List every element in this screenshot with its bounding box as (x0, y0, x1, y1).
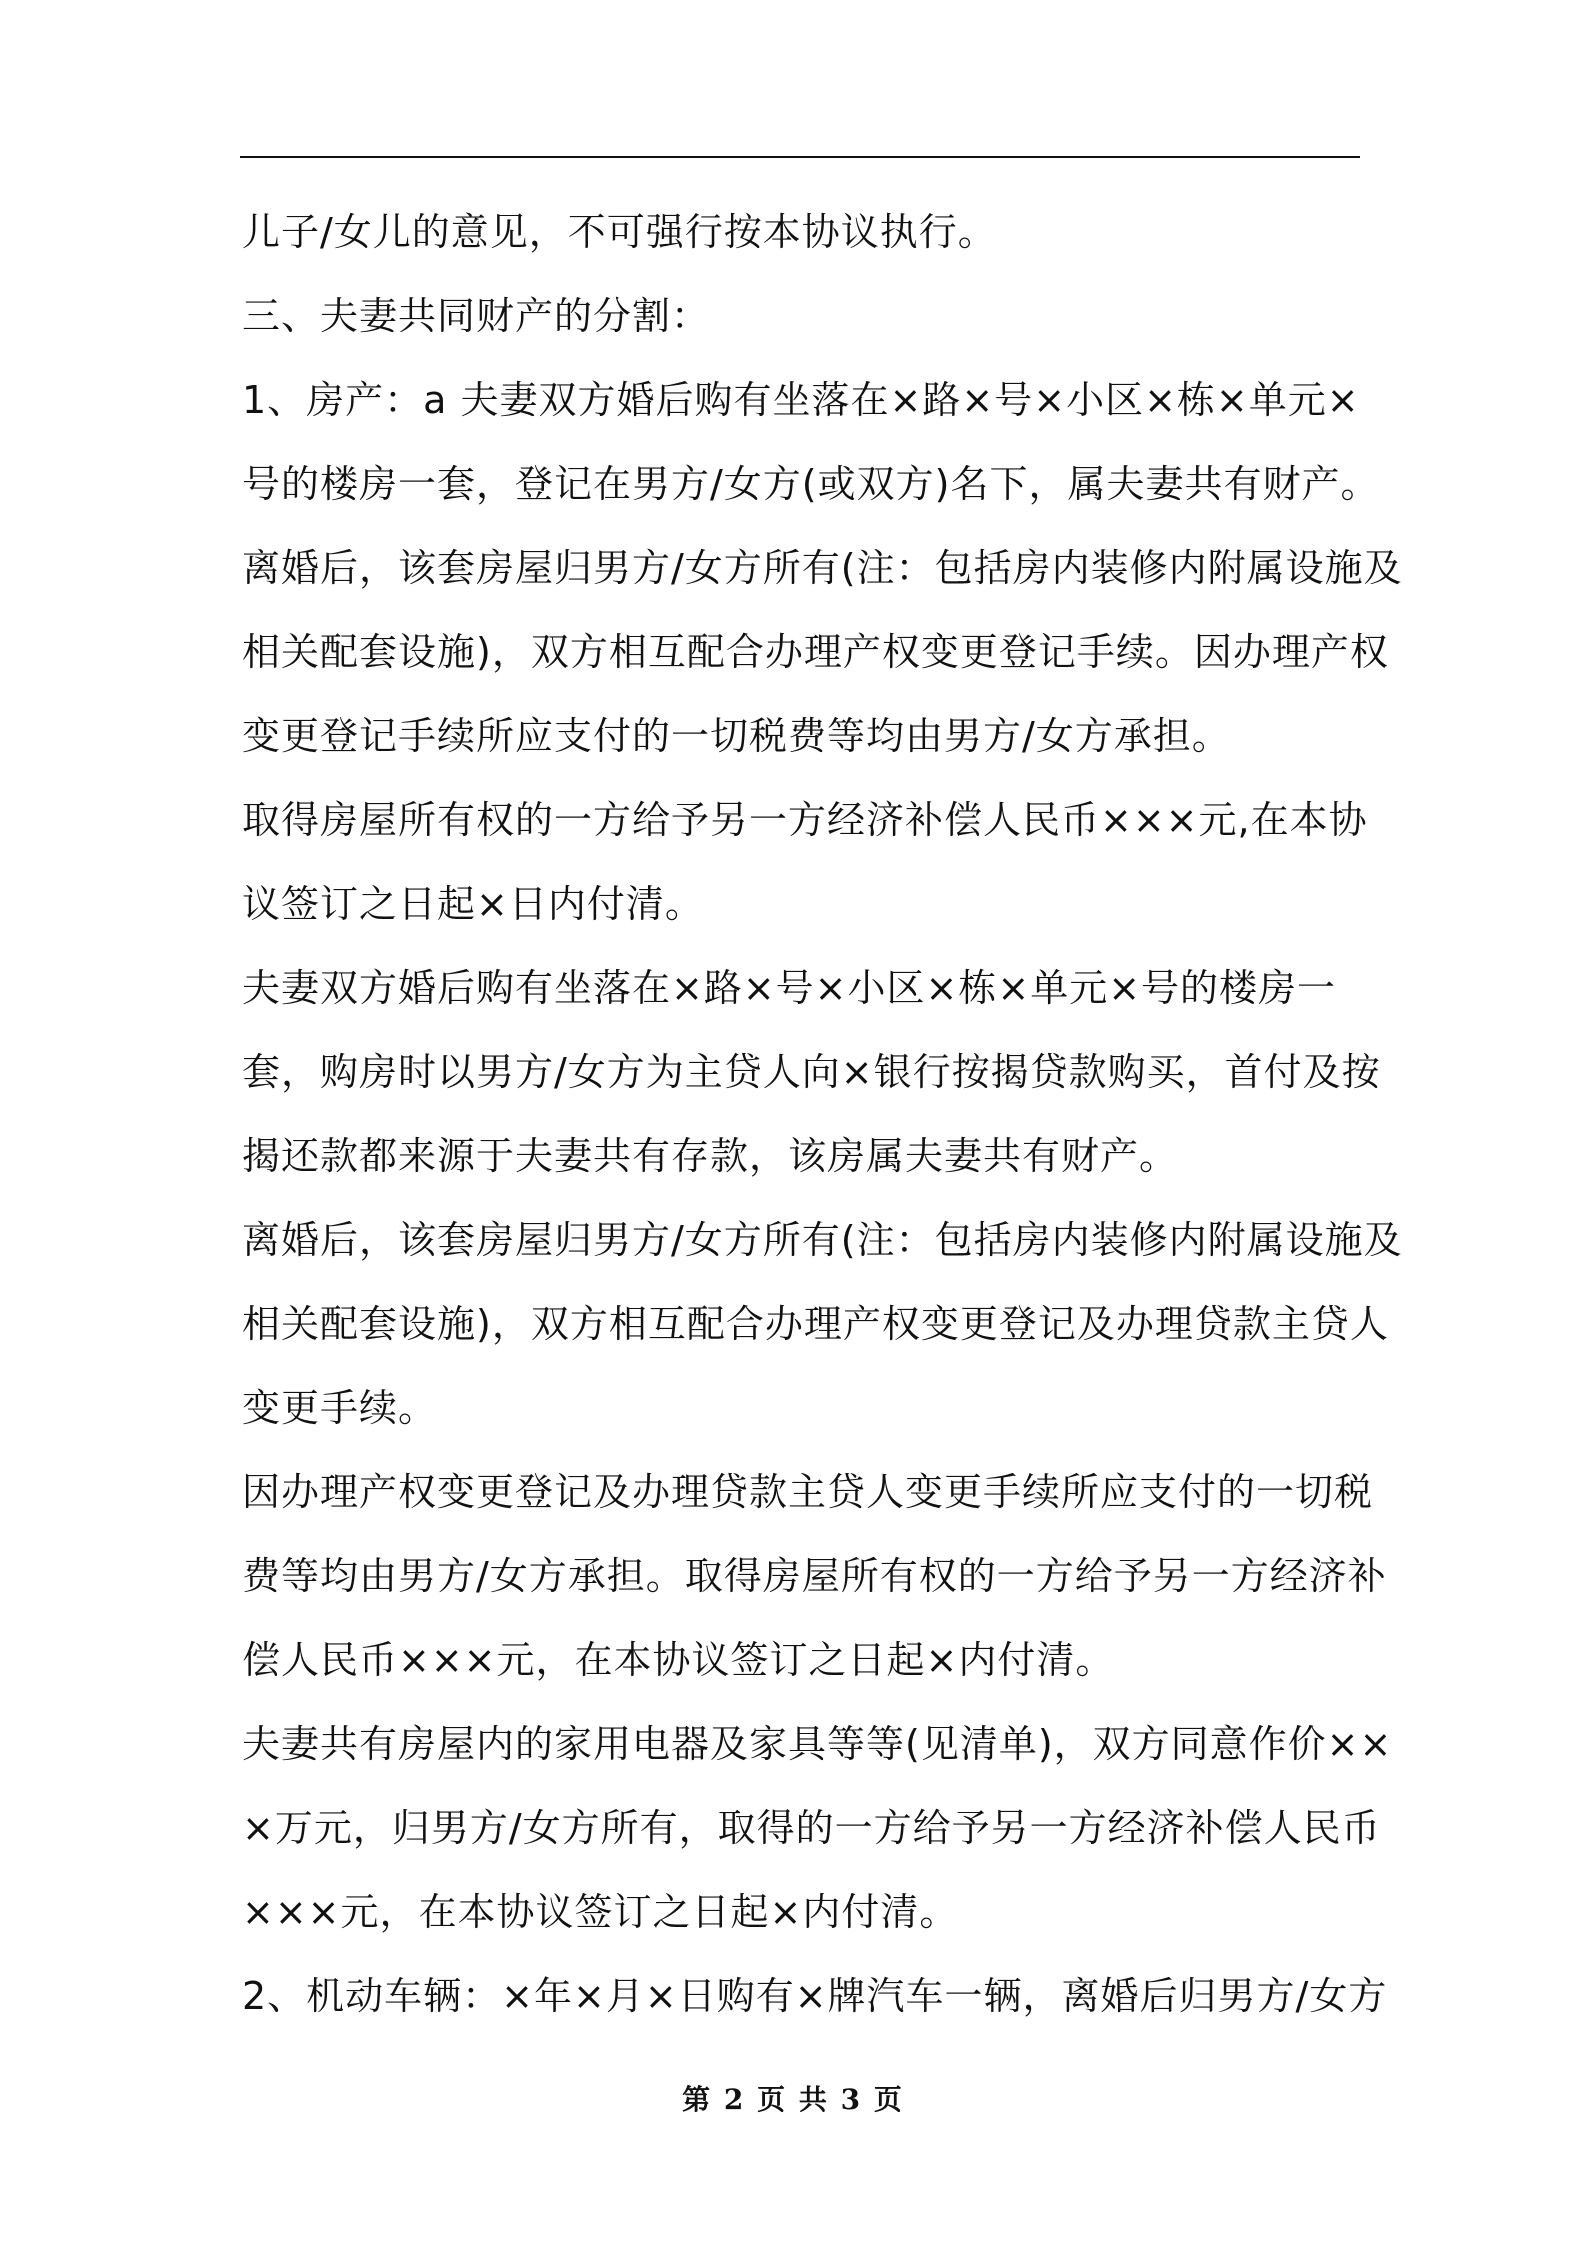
text-line: 离婚后，该套房屋归男方/女方所有(注：包括房内装修内附属设施及 (242, 546, 1403, 590)
text-line: 夫妻双方婚后购有坐落在×路×号×小区×栋×单元×号的楼房一 (242, 966, 1337, 1010)
text-line: 2、机动车辆：×年×月×日购有×牌汽车一辆，离婚后归男方/女方 (242, 1974, 1388, 2018)
text-line: 因办理产权变更登记及办理贷款主贷人变更手续所应支付的一切税 (242, 1470, 1374, 1514)
section-heading: 三、夫妻共同财产的分割： (242, 294, 711, 338)
text-line: 变更登记手续所应支付的一切税费等均由男方/女方承担。 (242, 714, 1231, 758)
text-line: ×××元，在本协议签订之日起×内付清。 (242, 1890, 959, 1934)
text-line: 夫妻共有房屋内的家用电器及家具等等(见清单)，双方同意作价×× (242, 1722, 1393, 1766)
text-line: 变更手续。 (242, 1386, 438, 1430)
text-line: 1、房产：a 夫妻双方婚后购有坐落在×路×号×小区×栋×单元× (242, 378, 1360, 422)
text-line: 离婚后，该套房屋归男方/女方所有(注：包括房内装修内附属设施及 (242, 1218, 1403, 1262)
text-line: ×万元，归男方/女方所有，取得的一方给予另一方经济补偿人民币 (242, 1806, 1381, 1850)
text-line: 议签订之日起×日内付清。 (242, 882, 704, 926)
text-line: 取得房屋所有权的一方给予另一方经济补偿人民币×××元,在本协 (242, 798, 1368, 842)
text-line: 费等均由男方/女方承担。取得房屋所有权的一方给予另一方经济补 (242, 1554, 1387, 1598)
text-line: 套，购房时以男方/女方为主贷人向×银行按揭贷款购买，首付及按 (242, 1050, 1381, 1094)
text-line: 相关配套设施)，双方相互配合办理产权变更登记及办理贷款主贷人 (242, 1302, 1389, 1346)
text-line: 相关配套设施)，双方相互配合办理产权变更登记手续。因办理产权 (242, 630, 1389, 674)
text-line: 儿子/女儿的意见，不可强行按本协议执行。 (242, 210, 997, 254)
text-line: 偿人民币×××元，在本协议签订之日起×内付清。 (242, 1638, 1115, 1682)
page-number-footer: 第 2 页 共 3 页 (682, 2083, 904, 2116)
text-line: 揭还款都来源于夫妻共有存款，该房属夫妻共有财产。 (242, 1134, 1179, 1178)
header-rule (240, 156, 1360, 158)
text-line: 号的楼房一套，登记在男方/女方(或双方)名下，属夫妻共有财产。 (242, 462, 1380, 506)
document-body (242, 190, 1403, 2038)
